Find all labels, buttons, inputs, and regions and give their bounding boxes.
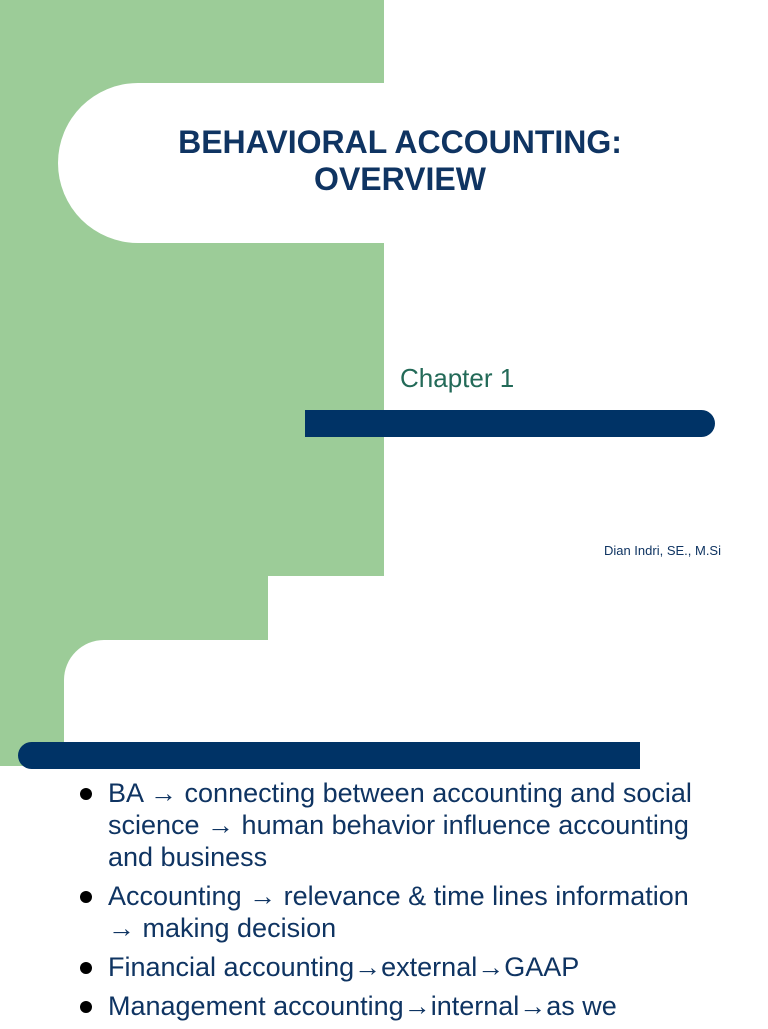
bullet-item [78,777,718,873]
bullet-dot-icon [80,962,92,974]
slide1-title [130,124,670,198]
bullet-dot-icon [80,891,92,903]
bullet-dot-icon [80,788,92,800]
slide1-accent-bar [305,410,715,437]
bullet-text: BA → connecting between accounting and social science → human behavior influence accounting and business [108,778,692,872]
bullet-item [78,880,718,944]
bullet-dot-icon [80,1001,92,1013]
slide1-title-line2: OVERVIEW [314,161,486,197]
bullet-text: Financial accounting→external→GAAP [108,952,580,982]
bullet-item [78,951,718,983]
slide1-author: Dian Indri, SE., M.Si [603,543,721,558]
bullet-text: Management accounting→internal→as we [108,991,617,1021]
slide1-title-line1: BEHAVIORAL ACCOUNTING: [178,124,622,160]
slide1-subtitle: Chapter 1 [400,363,515,393]
slide2-bullet-list [78,777,718,1029]
bullet-item [78,990,718,1022]
bullet-text: Accounting → relevance & time lines information → making decision [108,881,689,943]
slide2-accent-bar [18,742,640,769]
